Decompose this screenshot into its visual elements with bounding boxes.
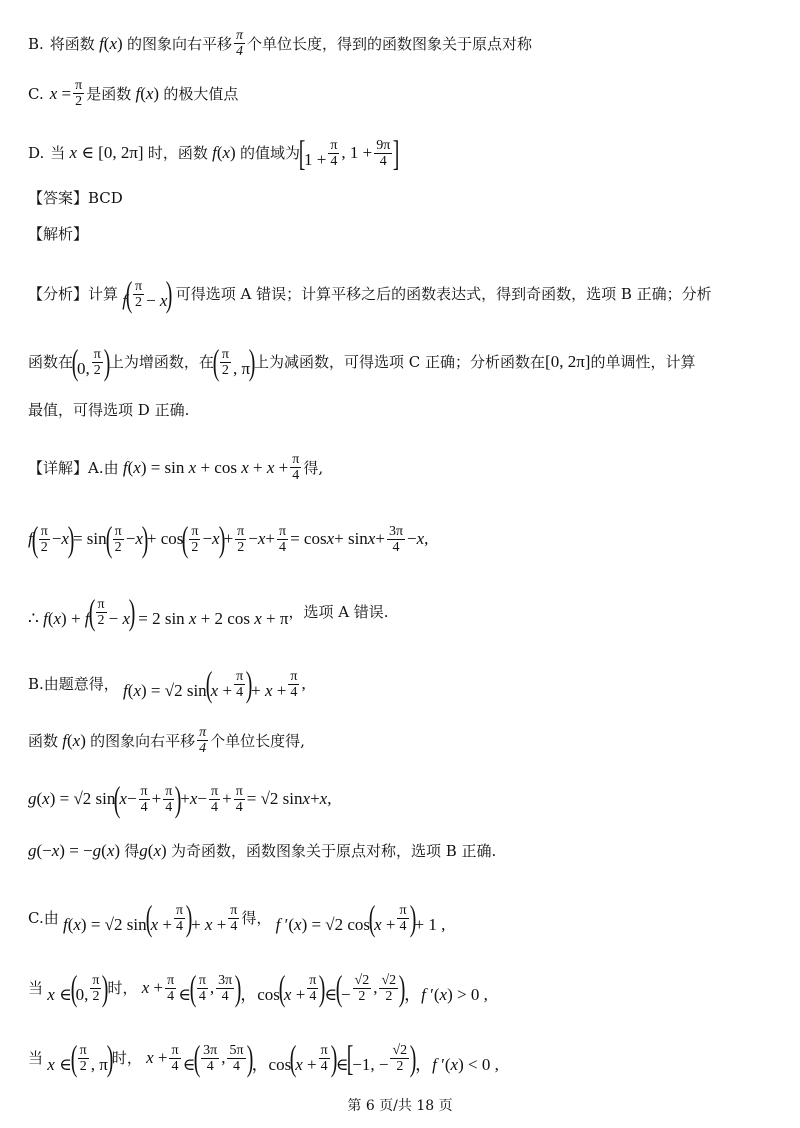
math: g(x)	[139, 841, 171, 860]
frac: $\frac{\pi}{2}$	[114, 523, 122, 555]
frac: $\frac{5\pi}{4}$	[229, 1042, 244, 1074]
math: )，f ′(x) > 0 ,	[398, 968, 488, 1008]
text: 【分析】计算	[28, 285, 119, 303]
frac: $\frac{\pi}{4}$	[278, 523, 287, 555]
analysis-line	[28, 224, 780, 244]
math: )+ 1 ,	[409, 898, 446, 938]
text: 个单位长度得,	[210, 731, 305, 750]
text: 的图象向右平移	[90, 731, 196, 750]
frac: $\frac{\pi}{2}$	[221, 346, 229, 378]
math: − x)	[146, 274, 173, 314]
detail-a-line-2: f ( $\frac{\pi}{2}$ − x ) = sin ( $\frac{\pi}{2}$ − x ) + cos ( $\frac{\pi}{2}$ − x ) + $\frac{\pi}{2}$ − x + $\frac{\pi}{4}$ = cos x + sin x + $\frac{3\pi}{4}$ − x ,	[28, 519, 429, 559]
math: g(−x) = −g(x)	[28, 841, 125, 860]
frac: $\frac{\pi}{2}$	[79, 1042, 87, 1074]
option-d-label: D.	[28, 144, 45, 162]
fenxi-line-2	[28, 344, 780, 380]
text: 时，	[111, 1049, 142, 1067]
text: 得	[124, 842, 140, 860]
detail-c-line-1	[28, 900, 780, 936]
math: ∈(	[182, 1038, 201, 1078]
math-fx: f(x)	[212, 143, 240, 162]
math: ,	[373, 978, 378, 997]
fenxi-line-3	[28, 400, 780, 420]
text: 得,	[303, 458, 324, 477]
frac: $\frac{\pi}{4}$	[167, 972, 175, 1004]
text: 上为减函数，可得选项 C 正确；分析函数在	[254, 353, 546, 371]
text: ，选项 A 错误.	[288, 603, 389, 621]
frac: $\frac{3\pi}{4}$	[203, 1042, 218, 1074]
frac: $\frac{\pi}{4}$	[211, 783, 219, 815]
frac: $\frac{\pi}{4}$	[198, 972, 206, 1004]
detail-a-line-3	[28, 594, 780, 630]
math: )∈(−	[319, 968, 351, 1008]
text: 当	[28, 979, 44, 997]
frac: $\frac{\pi}{4}$	[140, 783, 148, 815]
frac: $\frac{√2}{2}$	[354, 972, 370, 1004]
text: 【详解】A.由	[28, 458, 119, 477]
text: 时，函数	[147, 144, 208, 162]
frac: $\frac{\pi}{4}$	[236, 668, 244, 700]
frac: $\frac{\pi}{4}$	[230, 902, 238, 934]
detail-a-line-1	[28, 452, 780, 483]
text: 上为增函数，在	[108, 353, 214, 371]
math: f(x) = √2 sin(x +	[62, 898, 172, 938]
frac: $\frac{\pi}{2}$	[40, 523, 48, 555]
math: (0,	[71, 342, 90, 382]
math: f(x)	[62, 730, 91, 750]
frac-pi-2: $\frac{\pi}{2}$	[75, 78, 83, 109]
option-b-line	[28, 28, 780, 59]
math-range: [1 +	[298, 133, 327, 173]
math: ,	[221, 1048, 226, 1067]
text: 当	[50, 144, 66, 162]
math-fx: f(x)	[99, 33, 127, 53]
frac: $\frac{\pi}{2}$	[92, 972, 100, 1004]
frac: $\frac{\pi}{2}$	[191, 523, 199, 555]
detail-b-line-4	[28, 841, 780, 861]
text: 函数在	[28, 353, 74, 371]
detail-c-line-2	[28, 970, 780, 1006]
text: 将函数	[49, 34, 95, 53]
answer-text: 【答案】BCD	[28, 189, 123, 207]
paren: )	[103, 342, 111, 382]
text: 为奇函数，函数图象关于原点对称，选项 B 正确.	[170, 842, 497, 860]
text: 的图象向右平移	[126, 34, 232, 53]
math: x +	[146, 1048, 168, 1067]
detail-b-line-2	[28, 725, 780, 756]
frac: $\frac{\pi}{4}$	[165, 783, 173, 815]
text: 的单调性，计算	[590, 353, 696, 371]
math: )+ x +	[185, 898, 227, 938]
math: ∴ f(x) + f(	[28, 592, 95, 632]
frac: $\frac{\pi}{4}$	[292, 452, 300, 483]
frac: $\frac{\pi}{4}$	[290, 668, 298, 700]
option-d-line	[28, 135, 780, 171]
option-b-label: B.	[28, 34, 44, 53]
math: f(	[122, 274, 133, 314]
frac: $\frac{\pi}{4}$	[330, 137, 338, 169]
paren: (	[212, 342, 220, 382]
paren: )	[102, 968, 109, 1008]
math: x ∈(0,	[47, 968, 89, 1008]
frac: $\frac{9\pi}{4}$	[376, 137, 391, 169]
math: f(x) = √2 sin(x +	[123, 664, 233, 704]
page-footer: 第 6 页/共 18 页	[347, 1098, 453, 1114]
text: 当	[28, 1049, 44, 1067]
math: )+ x +	[245, 664, 287, 704]
text: 最值，可得选项 D 正确.	[28, 401, 190, 419]
text: 时，	[107, 979, 138, 997]
math-x-eq: x =	[49, 83, 72, 103]
frac: $\frac{\pi}{4}$	[399, 902, 407, 934]
frac: $\frac{\pi}{4}$	[309, 972, 317, 1004]
bracket: ]	[393, 133, 400, 173]
frac: $\frac{3\pi}{4}$	[218, 972, 233, 1004]
text: 的极大值点	[163, 84, 239, 103]
text: 函数	[28, 731, 59, 750]
text: B.由题意得，	[28, 675, 119, 693]
math: − x) = 2 sin x + 2 cos x + π	[108, 592, 289, 632]
detail-b-line-1	[28, 666, 780, 702]
math-domain: x ∈ [0, 2π]	[69, 143, 148, 162]
math: )，f ′(x) < 0 ,	[409, 1038, 499, 1078]
text: 个单位长度，得到的函数图象关于原点对称	[246, 34, 532, 53]
option-c-label: C.	[28, 84, 44, 103]
frac: $\frac{\pi}{4}$	[235, 783, 243, 815]
text: 得，	[241, 909, 272, 927]
math: f ′(x) = √2 cos(x +	[275, 898, 396, 938]
text: 可得选项 A 错误；计算平移之后的函数表达式，得到奇函数，选项 B 正确；分析	[175, 285, 712, 303]
text: 是函数	[86, 84, 132, 103]
frac: $\frac{\pi}{4}$	[320, 1042, 328, 1074]
math: )∈[−1, −	[330, 1038, 389, 1078]
option-c-line	[28, 78, 780, 109]
frac: $\frac{\pi}{4}$	[171, 1042, 179, 1074]
math: ,	[209, 978, 215, 997]
detail-b-line-3: g ( x ) = √2 sin ( x − $\frac{\pi}{4}$ + $\frac{\pi}{4}$ ) + x − $\frac{\pi}{4}$ + $\frac{\pi}{4}$ = √2 sin x + x ,	[28, 779, 332, 819]
frac: $\frac{\pi}{4}$	[199, 725, 207, 756]
analysis-heading: 【解析】	[28, 225, 89, 243]
frac: $\frac{√2}{2}$	[392, 1042, 408, 1074]
math: ∈(	[178, 968, 197, 1008]
fenxi-line-1	[28, 276, 780, 312]
frac: $\frac{\pi}{2}$	[97, 596, 105, 628]
math: f(x) = sin x + cos x + x +	[122, 457, 289, 477]
frac: $\frac{\pi}{4}$	[175, 902, 184, 934]
answer-line	[28, 188, 780, 208]
text: C.由	[28, 909, 59, 927]
frac: $\frac{\pi}{2}$	[93, 346, 101, 378]
math: , π)	[90, 1038, 114, 1078]
detail-c-line-3	[28, 1040, 780, 1076]
frac: $\frac{\pi}{2}$	[237, 523, 245, 555]
frac-pi-4: $\frac{\pi}{4}$	[235, 28, 243, 59]
math: )，cos(x +	[246, 1038, 317, 1078]
frac: $\frac{\pi}{2}$	[135, 278, 143, 310]
math: [0, 2π]	[545, 352, 591, 371]
frac: $\frac{3\pi}{4}$	[388, 523, 404, 555]
math: ,	[301, 674, 306, 693]
frac: $\frac{√2}{2}$	[381, 972, 397, 1004]
math-fx: f(x)	[135, 83, 164, 103]
math: x ∈(	[47, 1038, 77, 1078]
math: , 1 +	[341, 143, 373, 162]
text: 的值域为	[239, 144, 300, 162]
math: , π)	[232, 342, 256, 382]
math: x +	[141, 978, 164, 997]
math: )，cos(x +	[234, 968, 306, 1008]
